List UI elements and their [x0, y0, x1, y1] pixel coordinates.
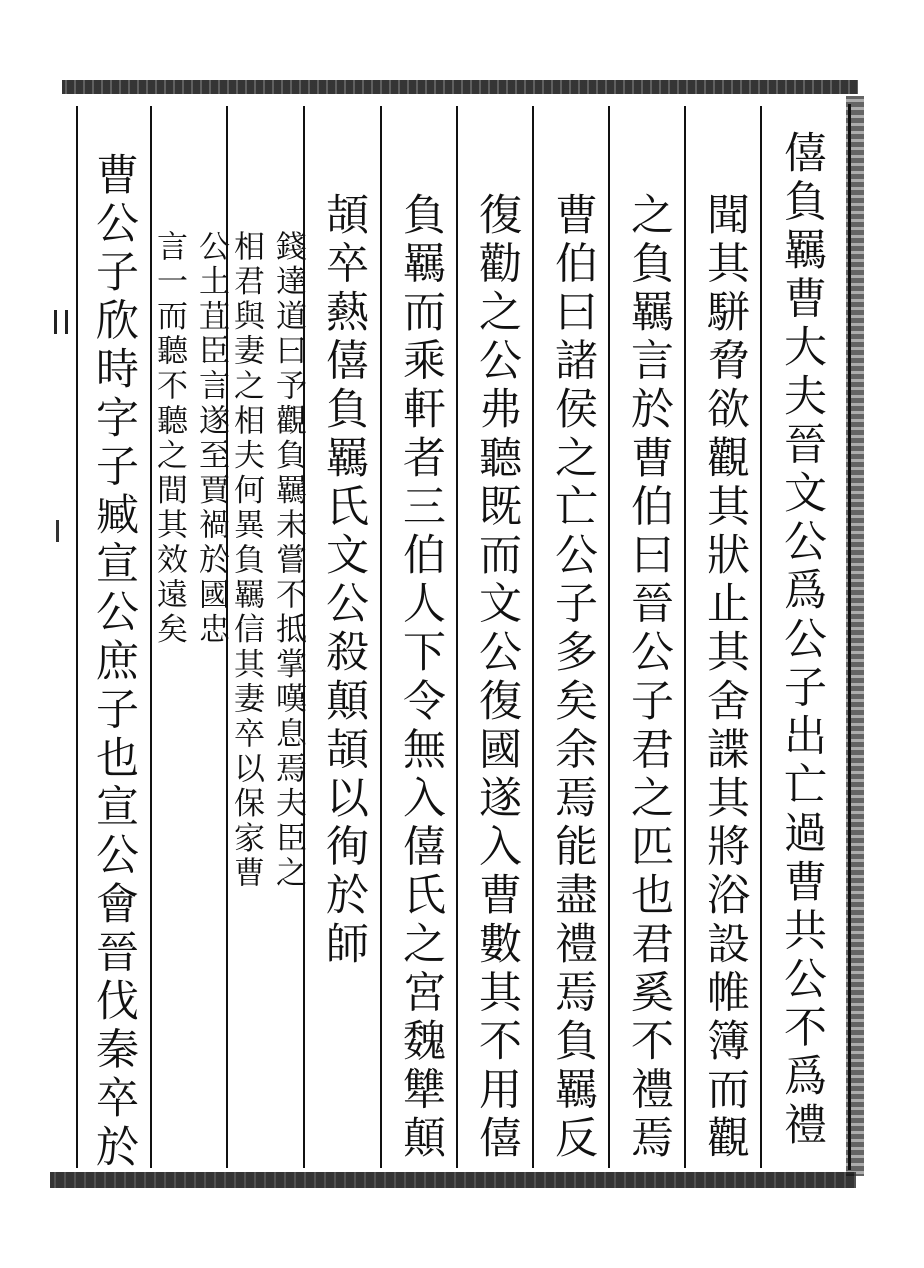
text-column: 頡卒爇僖負羈氏文公殺顛頡以徇於師: [319, 192, 369, 970]
bottom-border: [50, 1172, 856, 1188]
text-column: 之負羈言於曹伯曰晉公子君之匹也君奚不禮焉: [624, 192, 674, 1164]
margin-mark: [54, 310, 68, 334]
column-rule: [684, 106, 686, 1168]
column-rule: [380, 106, 382, 1168]
text-column: 聞其駢脅欲觀其狀止其舍諜其將浴設帷簿而觀: [700, 192, 750, 1164]
commentary-column: [151, 230, 229, 1170]
commentary-column: [228, 230, 306, 1170]
text-column: 負羈而乘軒者三伯人下令無入僖氏之宮魏犨顛: [396, 192, 446, 1164]
commentary-line: 相君與妻之相夫何異負羈信其妻卒以保家曹: [228, 230, 264, 892]
column-rule: [760, 106, 762, 1168]
commentary-line: 錢達道曰予觀負羈未嘗不抵掌嘆息焉夫臣之: [270, 230, 306, 892]
text-column: 曹公子欣時字子臧宣公庶子也宣公會晉伐秦卒於: [89, 152, 139, 1173]
text-column: 復勸之公弗聽既而文公復國遂入曹數其不用僖: [472, 192, 522, 1164]
text-column: 僖負羈曹大夫晉文公爲公子出亡過曹共公不爲禮: [777, 130, 827, 1151]
margin-mark: [56, 520, 65, 542]
column-rule: [608, 106, 610, 1168]
commentary-line: 言一而聽不聽之間其效遠矣: [151, 230, 187, 648]
column-rule: [456, 106, 458, 1168]
column-rule: [76, 106, 78, 1168]
column-rule: [532, 106, 534, 1168]
text-column: 曹伯曰諸侯之亡公子多矣余焉能盡禮焉負羈反: [548, 192, 598, 1164]
top-border: [62, 80, 858, 94]
commentary-line: 公土苴臣言遂至賈禍於國忠: [193, 230, 229, 648]
